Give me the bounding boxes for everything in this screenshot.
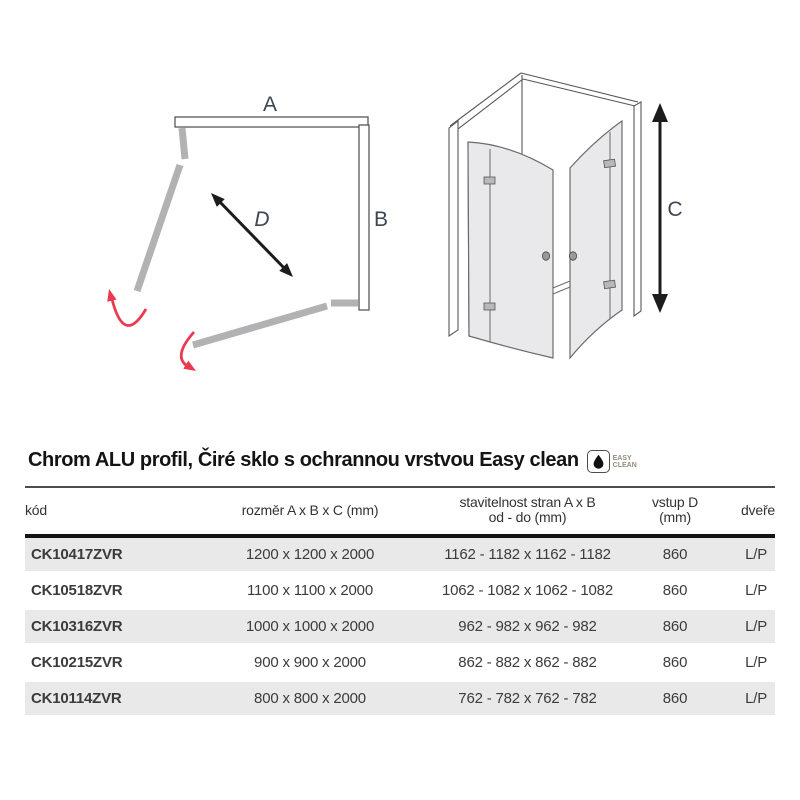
door-knob-icon — [542, 252, 549, 260]
col-header-stavitelnost — [415, 487, 640, 536]
cell-vstup: 860 — [662, 581, 688, 599]
right-folding-door — [569, 121, 622, 358]
bottom-swing-arrowhead — [183, 361, 198, 376]
vstup-line2: (mm) — [659, 509, 691, 525]
wall-b-profile — [359, 125, 369, 310]
cell-dvere: L/P — [710, 608, 775, 644]
cell-rozmer: 1000 x 1000 x 2000 — [205, 608, 415, 644]
door-knob-icon — [569, 252, 576, 260]
cell-dvere: L/P — [710, 536, 775, 572]
spec-table — [25, 486, 775, 718]
cell-rozmer: 900 x 900 x 2000 — [254, 653, 366, 671]
easy-clean-badge — [587, 450, 637, 473]
cell-stavitelnost: 962 - 982 x 962 - 982 — [415, 608, 640, 644]
badge-line1: EASY — [612, 454, 632, 462]
cell-kod: CK10417ZVR — [25, 536, 205, 572]
bottom-door-open-panel — [193, 306, 327, 345]
cell-kod: CK10114ZVR — [25, 680, 205, 716]
cell-dvere: L/P — [710, 680, 775, 716]
table-row — [25, 680, 775, 716]
left-swing-arc — [111, 295, 146, 326]
label-a: A — [262, 93, 278, 116]
right-wall-profile — [634, 102, 641, 316]
plan-view-diagram — [90, 85, 410, 400]
left-wall-profile — [449, 121, 458, 336]
stavitelnost-line2: od - do (mm) — [488, 509, 567, 525]
hinge-icon — [604, 159, 616, 167]
left-swing-arrowhead — [104, 288, 116, 302]
cell-kod: CK10518ZVR — [31, 581, 123, 599]
hinge-icon — [484, 177, 495, 184]
dimension-d-arrow — [207, 189, 297, 281]
water-drop-icon — [587, 450, 610, 473]
cell-dvere: L/P — [745, 581, 767, 599]
vstup-line1: vstup D — [651, 494, 699, 510]
table-row — [25, 572, 775, 608]
tray-step — [553, 281, 570, 294]
cell-vstup: 860 — [640, 680, 710, 716]
cell-stavitelnost: 1062 - 1082 x 1062 - 1082 — [442, 581, 613, 599]
badge-line2: CLEAN — [612, 461, 637, 469]
cell-rozmer: 800 x 800 x 2000 — [205, 680, 415, 716]
label-d: D — [254, 208, 270, 231]
wall-a-profile — [175, 117, 368, 127]
hinge-icon — [484, 303, 495, 310]
cell-vstup: 860 — [662, 653, 688, 671]
col-header-dvere: dveře — [740, 501, 775, 518]
table-row — [25, 644, 775, 680]
cell-dvere: L/P — [745, 653, 767, 671]
label-c: C — [667, 198, 683, 221]
cell-rozmer: 1200 x 1200 x 2000 — [205, 536, 415, 572]
cell-vstup: 860 — [640, 536, 710, 572]
section-header — [28, 448, 778, 473]
cell-vstup: 860 — [640, 608, 710, 644]
cell-kod: CK10316ZVR — [25, 608, 205, 644]
cell-stavitelnost: 862 - 882 x 862 - 882 — [458, 653, 597, 671]
door-swing-arrows — [111, 295, 194, 368]
perspective-view-diagram — [435, 58, 705, 388]
left-door-open-panel — [137, 165, 180, 291]
col-header-kod: kód — [25, 501, 47, 518]
table-row — [25, 608, 775, 644]
easy-clean-label — [613, 455, 637, 469]
left-folding-door — [468, 142, 553, 358]
table-row — [25, 536, 775, 572]
cell-stavitelnost: 1162 - 1182 x 1162 - 1182 — [415, 536, 640, 572]
cell-stavitelnost: 762 - 782 x 762 - 782 — [415, 680, 640, 716]
cell-kod: CK10215ZVR — [31, 653, 123, 671]
col-header-vstup — [640, 487, 710, 536]
col-header-rozmer: rozměr A x B x C (mm) — [241, 501, 379, 518]
label-b: B — [373, 208, 389, 231]
section-title: Chrom ALU profil, Čiré sklo s ochrannou vrstvou Easy clean — [28, 449, 579, 471]
stavitelnost-line1: stavitelnost stran A x B — [459, 494, 596, 510]
table-header-row — [25, 487, 775, 536]
left-door-fixed-segment — [182, 128, 185, 159]
hinge-icon — [604, 280, 616, 288]
door-panels-plan — [137, 128, 358, 345]
dimension-c-arrow — [652, 103, 668, 313]
cell-rozmer: 1100 x 1100 x 2000 — [247, 581, 373, 599]
